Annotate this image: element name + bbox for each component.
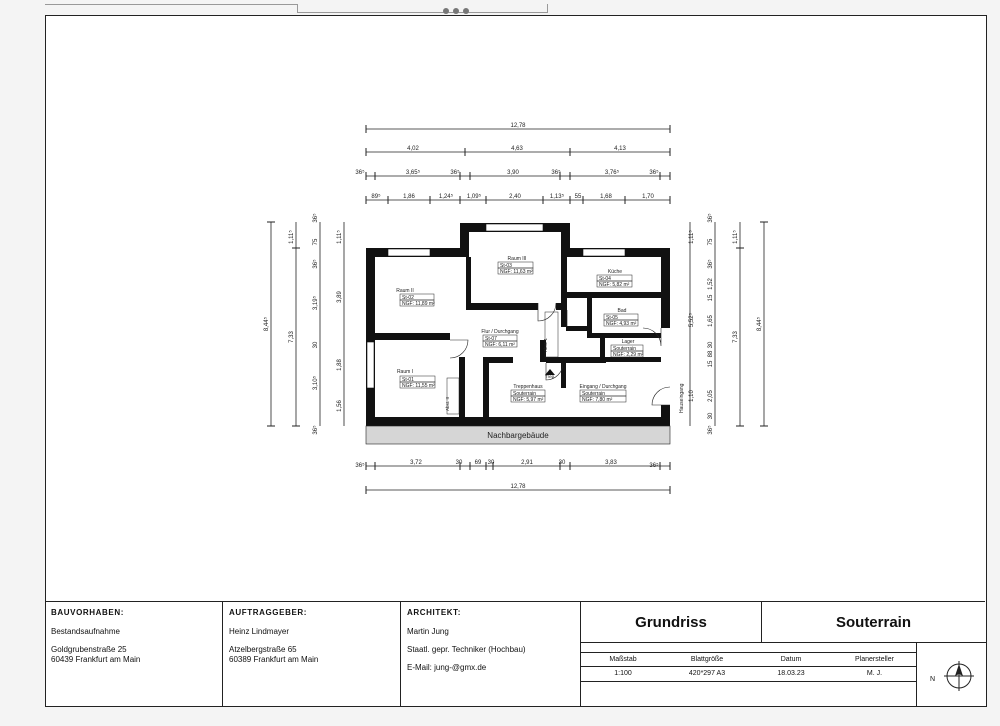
bauvorhaben-line1: Bestandsaufnahme: [51, 627, 120, 636]
room-lager-name: Lager: [621, 339, 635, 345]
dim-left-o3: 1,56: [337, 400, 343, 412]
dim-bot-b: 3,72: [410, 460, 422, 466]
bauvorhaben-line2: Goldgrubenstraße 25: [51, 645, 127, 654]
left-dimension-labels: [263, 213, 343, 435]
dim-left-outer: 8,44⁵: [264, 316, 270, 332]
info-value-massstab: 1:100: [614, 670, 632, 677]
info-header-massstab: Maßstab: [609, 656, 637, 663]
dim-top-4h: 1,68: [600, 194, 612, 200]
dim-left-o1: 3,89: [337, 291, 343, 303]
title-block: [45, 601, 985, 706]
info-header-blattgroesse: Blattgröße: [690, 656, 724, 663]
dim-top-2c: 4,13: [614, 146, 626, 152]
dim-bot-a: 36⁵: [355, 463, 365, 469]
room-kueche-name: Küche: [607, 269, 623, 275]
dim-left-i7: 36⁵: [313, 425, 319, 435]
room-bad-area: NGF: 4,93 m²: [606, 321, 637, 327]
dim-left-i3: 36⁵: [313, 259, 319, 269]
dim-right-i8: 88: [708, 350, 714, 358]
dim-left-mid: 7,33: [289, 331, 295, 343]
dim-left-i0: 36⁵: [313, 213, 319, 223]
room-eingang-name: Eingang / Durchgang: [579, 384, 627, 390]
dim-right-i10: 2,05: [708, 390, 714, 402]
bauvorhaben-line3: 60439 Frankfurt am Main: [51, 655, 141, 664]
info-value-blattgroesse: 420*297 A3: [688, 670, 726, 677]
title-grundriss: Grundriss: [581, 602, 762, 642]
room-raum1-name: Raum I: [396, 369, 414, 375]
room-kueche-area: NGF: 5,82 m²: [599, 282, 630, 288]
dim-right-m2: 1,11⁵: [689, 230, 695, 244]
room-eingang-area: NGF: 7,80 m²: [582, 397, 613, 403]
dim-top-overall: 12,78: [510, 123, 526, 129]
title-souterrain: Souterrain: [835, 613, 911, 631]
bauvorhaben-cell: [45, 602, 223, 706]
dim-left-i2: 75: [313, 238, 319, 246]
room-raum1-area: NGF: 11,55 m²: [402, 383, 435, 389]
room-raum3-area: NGF: 11,63 m²: [500, 269, 533, 275]
dim-bot-c: 30: [455, 460, 463, 466]
auftraggeber-line2: Atzelbergstraße 65: [229, 645, 297, 654]
room-lager-id: Souterrain: [613, 346, 637, 352]
closet-abst1-label: Abst. 1: [543, 337, 548, 352]
dim-right-i0: 36⁵: [708, 213, 714, 223]
room-raum3-id: St-03: [500, 263, 512, 269]
dim-top-4d: 1,09⁵: [466, 194, 482, 200]
dim-top-2a: 4,02: [407, 146, 419, 152]
info-header-datum: Datum: [780, 656, 802, 663]
dim-top-3e: 36⁵: [551, 170, 561, 176]
north-cell: [916, 642, 987, 706]
dim-top-3g: 36⁵: [649, 170, 659, 176]
dim-right-i11: 30: [708, 412, 714, 420]
dim-top-3d: 3,90: [507, 170, 519, 176]
room-raum2-id: St-02: [402, 295, 414, 301]
room-flur-id: St-07: [485, 336, 497, 342]
bauvorhaben-heading: BAUVORHABEN:: [51, 608, 124, 617]
room-raum2-name: Raum II: [396, 288, 414, 294]
architekt-line3: E-Mail: jung-@gmx.de: [407, 663, 487, 672]
dim-bot-g: 30: [558, 460, 566, 466]
dim-right-i5: 15: [708, 294, 714, 302]
dim-top-3a: 36⁵: [355, 170, 365, 176]
room-raum1-id: St-01: [402, 377, 414, 383]
auftraggeber-heading: AUFTRAGGEBER:: [229, 608, 308, 617]
info-header-planersteller: Planersteller: [855, 656, 894, 663]
dim-bot-h: 3,83: [605, 460, 617, 466]
room-flur-area: NGF: 6,11 m²: [485, 342, 515, 348]
auftraggeber-cell: [223, 602, 401, 706]
room-treppenhaus-area: NGF: 5,97 m²: [513, 397, 544, 403]
dim-bot-i: 36⁵: [649, 463, 659, 469]
north-label: N: [930, 676, 936, 683]
dim-right-i6: 1,65: [708, 315, 714, 327]
dim-right-m0: 5,52⁵: [689, 312, 695, 328]
dim-bot-d: 69: [474, 460, 482, 466]
dim-right-i1: 1,11⁵: [733, 230, 739, 244]
dim-left-i1: 1,11⁵: [289, 230, 295, 244]
dim-right-i4: 1,52: [708, 278, 714, 290]
room-bad-name: Bad: [617, 308, 627, 314]
room-lager-area: NGF: 2,29 m²: [613, 352, 644, 358]
dim-top-4b: 1,86: [403, 194, 415, 200]
dim-top-3f: 3,76⁵: [604, 170, 620, 176]
neighbor-building-label: Nachbargebäude: [487, 431, 549, 440]
dim-left-i5: 30: [313, 341, 319, 349]
room-treppenhaus-id: Souterrain: [513, 391, 537, 397]
dim-left-o0: 1,11⁵: [337, 230, 343, 244]
bottom-dimension-labels: [355, 460, 659, 490]
dim-right-i3: 36⁵: [708, 259, 714, 269]
dim-top-3c: 36⁵: [450, 170, 460, 176]
room-raum3-name: Raum III: [507, 256, 527, 262]
dim-right-i9: 15: [708, 360, 714, 368]
stair-label: Trep.: [545, 374, 556, 379]
dim-left-i6: 3,10⁵: [313, 375, 319, 391]
dim-right-outer: 8,44⁵: [757, 316, 763, 332]
room-treppenhaus-name: Treppenhaus: [513, 384, 543, 390]
architekt-cell: [401, 602, 581, 706]
architekt-heading: ARCHITEKT:: [407, 608, 461, 617]
dim-top-4i: 1,70: [642, 194, 654, 200]
dim-right-i7: 30: [708, 341, 714, 349]
room-bad-id: St-05: [606, 315, 618, 321]
dim-bot-e: 30: [487, 460, 495, 466]
room-flur-name: Flur / Durchgang: [481, 329, 519, 335]
top-dimension-labels: [355, 123, 659, 200]
room-kueche-id: St-04: [599, 276, 611, 282]
dim-top-4a: 89⁵: [371, 194, 381, 200]
dim-top-4g: 55: [574, 194, 582, 200]
dim-top-4f: 1,13⁵: [549, 194, 565, 200]
dim-right-i2: 75: [708, 238, 714, 246]
dim-top-2b: 4,63: [511, 146, 523, 152]
room-eingang-id: Souterrain: [582, 391, 606, 397]
closet-abst2-label: Abst. II: [445, 396, 450, 411]
auftraggeber-line3: 60389 Frankfurt am Main: [229, 655, 319, 664]
dim-right-i12: 36⁵: [708, 425, 714, 435]
auftraggeber-line1: Heinz Lindmayer: [229, 627, 290, 636]
dim-top-3b: 3,65⁵: [405, 170, 421, 176]
architekt-line1: Martin Jung: [407, 627, 449, 636]
right-dimension-labels: [688, 213, 763, 435]
room-raum2-area: NGF: 11,89 m²: [402, 301, 435, 307]
dim-top-4e: 2,40: [509, 194, 521, 200]
architekt-line2: Staatl. gepr. Techniker (Hochbau): [407, 645, 526, 654]
dim-top-4c: 1,24⁵: [438, 194, 454, 200]
dim-right-m1: 1,10: [689, 390, 695, 402]
info-table: [581, 652, 916, 682]
title-panel: [580, 602, 986, 706]
dim-left-i4: 3,19⁵: [313, 295, 319, 311]
dim-left-o2: 1,88: [337, 359, 343, 371]
dim-bot-f: 2,91: [521, 460, 533, 466]
dim-bot-overall: 12,78: [510, 484, 526, 490]
dim-right-mid: 7,33: [733, 331, 739, 343]
north-arrow-icon: [939, 656, 979, 696]
info-value-planersteller: M. J.: [866, 670, 883, 677]
info-value-datum: 18.03.23: [777, 670, 805, 677]
hauseingang-label: Hauseingang: [679, 383, 685, 413]
